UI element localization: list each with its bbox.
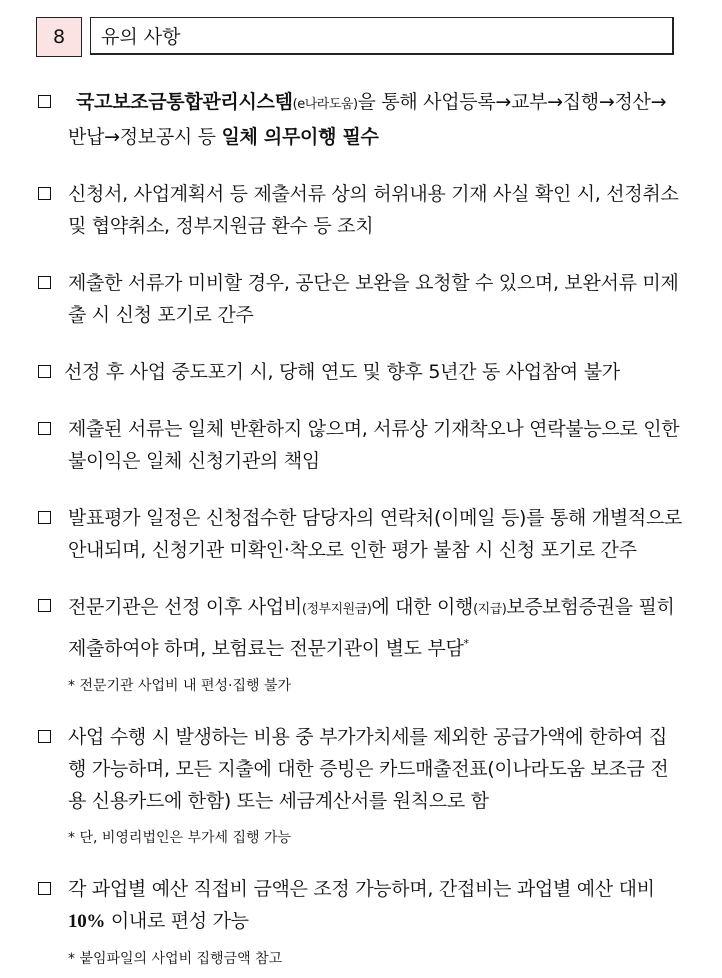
item-text: 전문기관은 선정 이후 사업비 (68, 596, 302, 618)
item-small-text: (지급) (473, 602, 507, 617)
checkbox-icon (38, 365, 51, 378)
list-item (38, 873, 684, 938)
checkbox-icon (38, 95, 51, 108)
item-note: * 붙임파일의 사업비 집행금액 참고 (68, 951, 283, 968)
list-item-group (38, 590, 684, 697)
list-item-group (38, 873, 684, 970)
checkbox-icon (38, 511, 51, 524)
item-text: 을 통해 사업등록→교부→집행→정산→반납→정보공시 등 (68, 91, 667, 148)
checkbox-icon (38, 599, 51, 612)
list-item (38, 590, 684, 665)
section-title: 유의 사항 (90, 17, 674, 55)
list-item (38, 178, 684, 242)
item-text: 이내로 편성 가능 (105, 910, 249, 933)
checkbox-icon (38, 187, 51, 200)
item-text: 선정 후 사업 중도포기 시, 당해 연도 및 향후 5년간 동 사업참여 불가 (64, 361, 620, 383)
section-header (36, 17, 676, 57)
section-number: 8 (36, 17, 82, 57)
item-note: * 전문기관 사업비 내 편성·집행 불가 (68, 678, 292, 695)
notice-list (38, 86, 684, 970)
list-item (38, 721, 684, 817)
footnote-mark: * (463, 637, 469, 650)
checkbox-icon (38, 730, 51, 743)
item-text: 각 과업별 예산 직접비 금액은 조정 가능하며, 간접비는 과업별 예산 대비 (68, 878, 655, 901)
list-item (38, 413, 684, 477)
list-item-group (38, 721, 684, 849)
item-text: 발표평가 일정은 신청접수한 담당자의 연락처(이메일 등)를 통해 개별적으로 안내되며, 신청기관 미확인·착오로 인한 평가 불참 시 신청 포기로 간주 (68, 507, 683, 561)
item-text: 에 대한 이행 (371, 596, 474, 618)
item-small-text: (정부지원금) (301, 602, 372, 617)
system-name: 국고보조금통합관리시스템 (76, 91, 293, 113)
item-note: * 단, 비영리법인은 부가세 집행 가능 (68, 830, 292, 847)
item-text: 제출된 서류는 일체 반환하지 않으며, 서류상 기재착오나 연락불능으로 인한 불이익은 일체 신청기관의 책임 (68, 418, 680, 472)
list-item (38, 502, 684, 566)
list-item (38, 86, 684, 153)
item-text: 신청서, 사업계획서 등 제출서류 상의 허위내용 기재 사실 확인 시, 선정취소 및 협약취소, 정부지원금 환수 등 조치 (68, 183, 679, 237)
checkbox-icon (38, 882, 51, 895)
item-text: 사업 수행 시 발생하는 비용 중 부가가치세를 제외한 공급가액에 한하여 집행 가능하며, 모든 지출에 대한 증빙은 카드매출전표(이나라도움 보조금 전용 신용카드에 한함) 또는 세금계산서를 원칙으로 함 (68, 726, 669, 813)
item-text: 보증보험증권을 필히 제출하여야 하며, 보험료는 전문기관이 별도 부담 (68, 596, 675, 660)
checkbox-icon (38, 422, 51, 435)
checkbox-icon (38, 276, 51, 289)
item-text: 제출한 서류가 미비할 경우, 공단은 보완을 요청할 수 있으며, 보완서류 미제출 시 신청 포기로 간주 (68, 272, 679, 326)
list-item (38, 267, 684, 331)
item-emphasis: 일체 의무이행 필수 (221, 126, 379, 148)
item-percent: 10% (68, 911, 106, 933)
list-item (38, 356, 684, 388)
system-alias: (e나라도움) (292, 97, 358, 112)
